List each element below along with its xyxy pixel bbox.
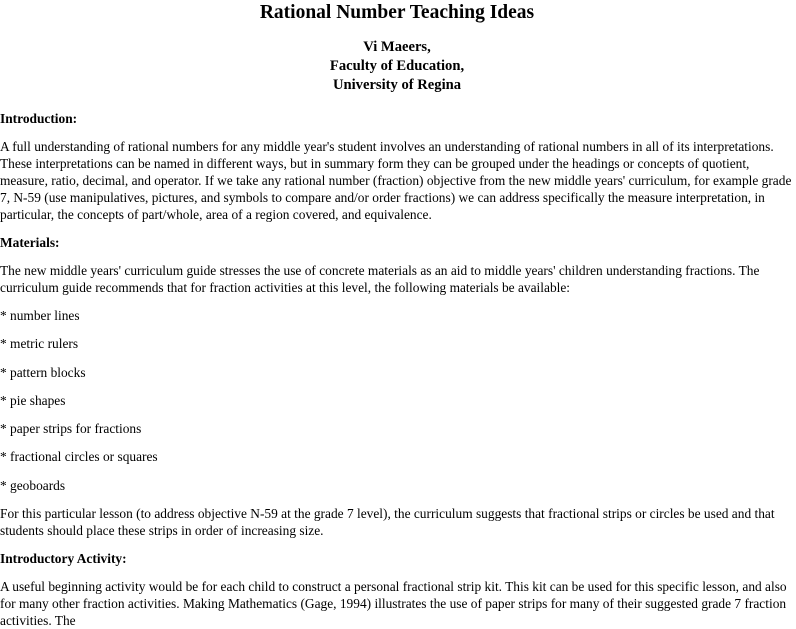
materials-list [0, 307, 794, 494]
list-item: * fractional circles or squares [0, 449, 158, 465]
list-item: * geoboards [0, 477, 66, 493]
list-item: * paper strips for fractions [0, 421, 142, 437]
introductory-activity-heading: Introductory Activity: [0, 550, 127, 566]
list-item: * pattern blocks [0, 364, 86, 380]
author-name: Vi Maeers, [363, 39, 431, 55]
introduction-paragraph: A full understanding of rational numbers for any middle year's student involves an understanding of rational numbers in all of its interpretations. These interpretations can be named in different ways, but in summary form they can be grouped under the headings or concepts of quotient, measure, ratio, decimal, and operator. If we take any rational number (fraction) objective from the new middle years' curriculum, for example grade 7, N-59 (use manipulatives, pictures, and symbols to compare and/or order fractions) we can address specifically the measure interpretation, in particular, the concepts of part/whole, area of a region covered, and equivalence. [0, 139, 792, 222]
materials-closing-paragraph: For this particular lesson (to address objective N-59 at the grade 7 level), the curriculum suggests that fractional strips or circles be used and that students should place these strips in order of increasing size. [0, 505, 775, 538]
author-university: University of Regina [332, 77, 462, 93]
list-item: * pie shapes [0, 392, 66, 408]
list-item: * metric rulers [0, 336, 79, 352]
list-item: * number lines [0, 308, 80, 323]
author-block [0, 38, 794, 95]
materials-heading: Materials: [0, 235, 60, 250]
introduction-heading: Introduction: [0, 111, 78, 126]
materials-paragraph: The new middle years' curriculum guide stresses the use of concrete materials as an aid to middle years' children understanding fractions. The curriculum guide recommends that for fraction activities at this level, the following materials be available: [0, 263, 760, 295]
page-title: Rational Number Teaching Ideas [259, 2, 535, 23]
author-faculty: Faculty of Education, [329, 58, 465, 74]
introductory-activity-paragraph: A useful beginning activity would be for each child to construct a personal fractional strip kit. This kit can be used for this specific lesson, and also for many other fraction activities. Making Mathematics (Gage, 1994) illustrates the use of paper strips for many of their suggested grade 7 fraction activities. The [0, 578, 787, 628]
